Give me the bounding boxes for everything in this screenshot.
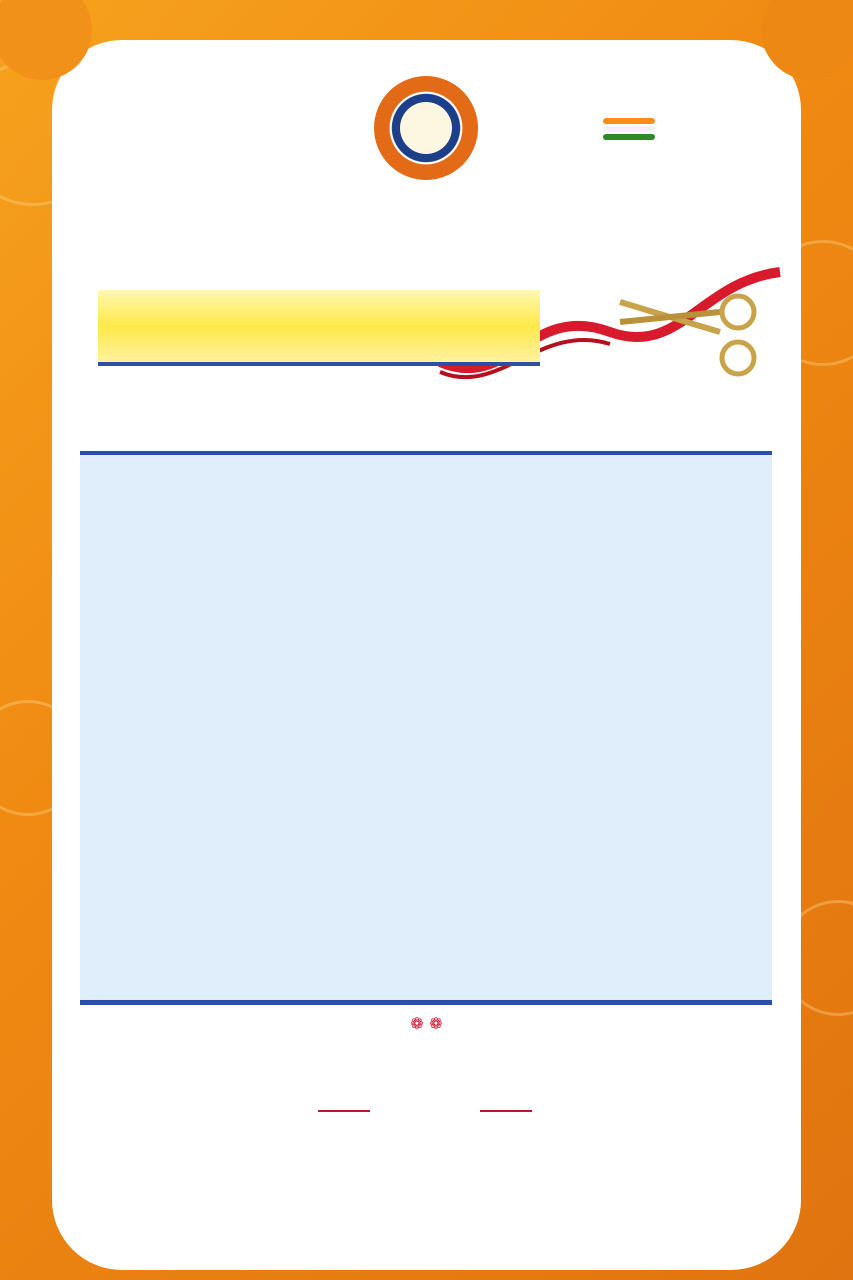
flag-stripe bbox=[603, 126, 655, 132]
event-title-banner bbox=[98, 290, 540, 366]
azadi-ka-amrit-mahotsav-logo bbox=[555, 100, 665, 180]
hosts-row bbox=[90, 1044, 770, 1104]
card-notch bbox=[0, 0, 92, 80]
welcome-line: ❁ ❁ bbox=[410, 1014, 443, 1033]
flag-stripe bbox=[603, 134, 655, 140]
host-person bbox=[312, 1044, 542, 1050]
divider bbox=[318, 1110, 370, 1112]
palm-tree-icon bbox=[400, 102, 452, 154]
divider bbox=[80, 1000, 772, 1005]
society-logo bbox=[374, 76, 478, 180]
card-notch bbox=[761, 0, 853, 80]
divider bbox=[480, 1110, 532, 1112]
program-panel bbox=[80, 455, 772, 1000]
flag-stripe bbox=[603, 118, 655, 124]
host-person bbox=[90, 1044, 320, 1050]
host-person bbox=[540, 1044, 770, 1050]
